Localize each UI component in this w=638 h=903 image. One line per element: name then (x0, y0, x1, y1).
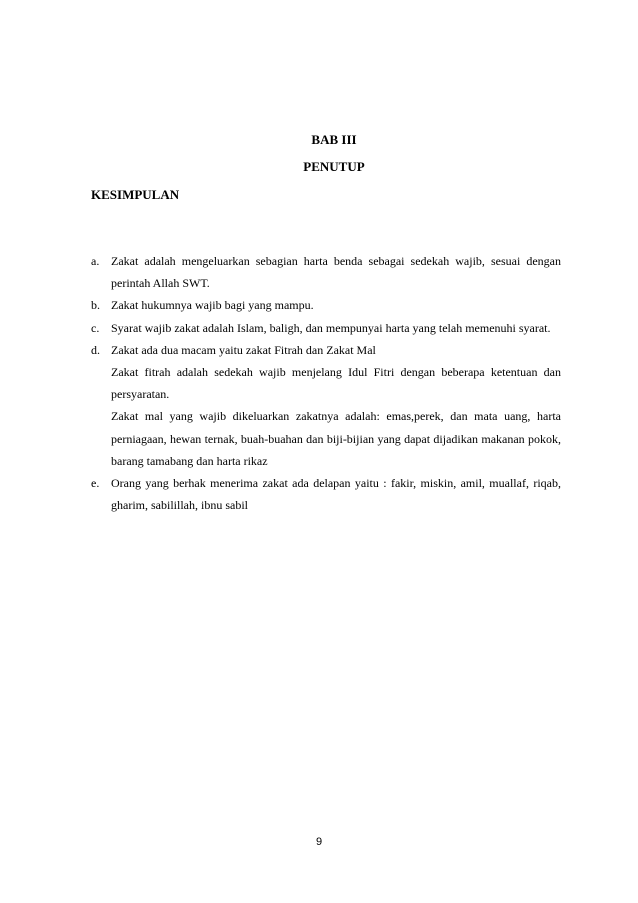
list-item-e (91, 472, 561, 516)
chapter-title: PENUTUP (303, 159, 365, 174)
zakat-mal-text: Zakat mal yang wajib dikeluarkan zakatnya adalah: emas,perek, dan mata uang, harta perniagaan, hewan ternak, buah-buahan dan biji-bijian yang dapat dijadikan makanan pokok, barang tamabang dan harta rikaz (111, 409, 561, 468)
list-item-c (91, 317, 561, 339)
chapter-number: BAB III (311, 132, 357, 147)
list-item-text: Zakat ada dua macam yaitu zakat Fitrah dan Zakat Mal (111, 342, 376, 357)
list-marker: d. (91, 342, 100, 357)
list-item-b (91, 294, 561, 316)
list-item-text: Zakat hukumnya wajib bagi yang mampu. (111, 298, 314, 313)
zakat-fitrah-text: Zakat fitrah adalah sedekah wajib menjelang Idul Fitri dengan beberapa ketentuan dan persyaratan. (111, 365, 561, 402)
list-item-text: Syarat wajib zakat adalah Islam, baligh, dan mempunyai harta yang telah memenuhi syarat. (111, 320, 551, 335)
page-number: 9 (315, 836, 323, 848)
list-item-a (91, 250, 561, 294)
list-marker: a. (91, 254, 100, 268)
conclusion-list (91, 250, 561, 516)
list-item-d (91, 339, 561, 472)
list-marker: c. (91, 320, 100, 335)
list-item-text: Zakat adalah mengeluarkan sebagian harta benda sebagai sedekah wajib, sesuai dengan perintah Allah SWT. (111, 254, 561, 291)
list-item-text: Orang yang berhak menerima zakat ada delapan yaitu : fakir, miskin, amil, muallaf, riqab, gharim, sabilillah, ibnu sabil (111, 476, 561, 513)
list-marker: e. (91, 476, 100, 491)
list-marker: b. (91, 298, 100, 313)
section-heading: KESIMPULAN (91, 187, 180, 202)
